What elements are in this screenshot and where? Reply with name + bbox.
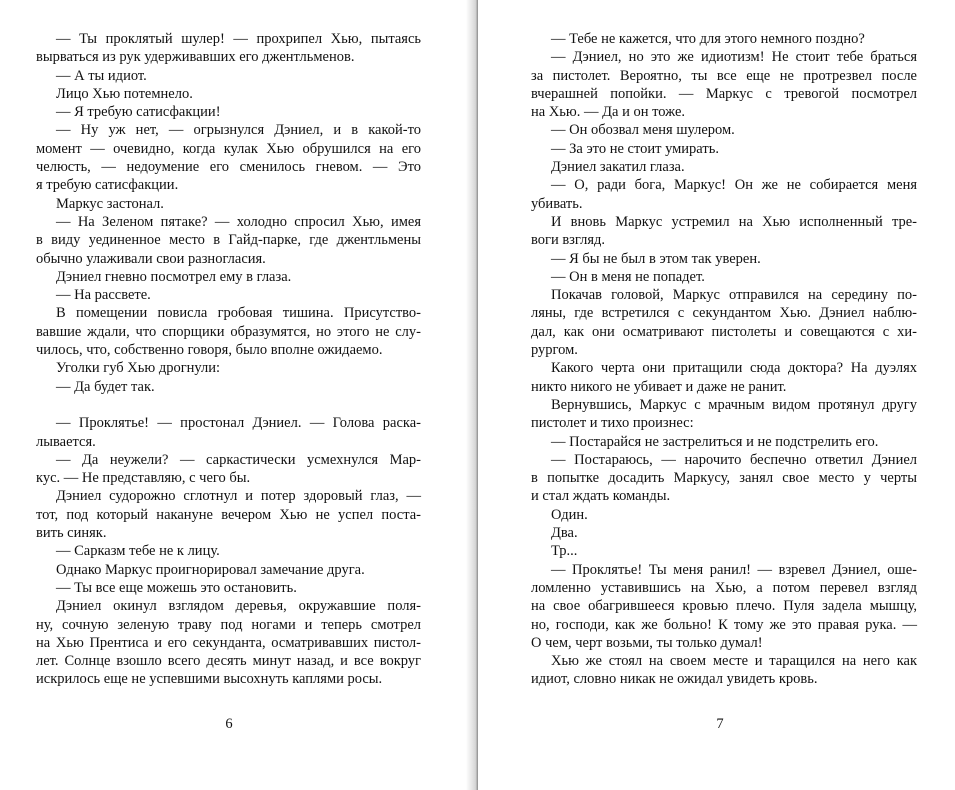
- text-line: — Постараюсь, — нарочито беспечно ответил Дэниел: [551, 451, 917, 468]
- text-line: я требую сатисфакции.: [36, 177, 179, 194]
- text-line: убивать.: [531, 195, 583, 212]
- text-line: искрилось еще не успевшими высохнуть каплями росы.: [36, 671, 383, 688]
- text-line: и стал ждать команды.: [531, 488, 671, 505]
- right-page-number: 7: [716, 716, 724, 732]
- right-page: [478, 0, 955, 790]
- text-line: — Ты проклятый шулер! — прохрипел Хью, пытаясь: [56, 31, 421, 47]
- left-page-text: [36, 30, 421, 689]
- text-line: Покачав головой, Маркус отправился на середину по-: [551, 287, 917, 304]
- text-line: чилось, что, собственно говоря, было вполне ожидаемо.: [36, 342, 383, 359]
- text-line: лывается.: [36, 433, 96, 450]
- text-line: — Да неужели? — саркастически усмехнулся Мар-: [56, 451, 421, 468]
- left-page-number: 6: [225, 716, 233, 732]
- right-page-text: [531, 30, 917, 689]
- text-line: вить синяк.: [36, 525, 107, 542]
- text-line: — Да будет так.: [56, 378, 155, 395]
- text-line: — Ну уж нет, — огрызнулся Дэниел, и в какой-то: [56, 122, 421, 139]
- text-line: — На Зеленом пятаке? — холодно спросил Хью, имея: [56, 213, 421, 230]
- text-line: — Проклятье! — простонал Дэниел. — Голова раска-: [56, 415, 421, 432]
- text-line: ну, сочную зеленую траву под ногами и теперь смотрел: [36, 616, 421, 633]
- text-line: В помещении повисла гробовая тишина. Присутство-: [56, 305, 421, 322]
- text-line: на Хью. — Да и он тоже.: [531, 104, 686, 121]
- text-line: в попытке досадить Маркусу, занял свое место у черты: [531, 470, 917, 487]
- text-line: — Я бы не был в этом так уверен.: [551, 250, 761, 267]
- text-line: — Я требую сатисфакции!: [56, 104, 221, 121]
- text-line: ляны, где встретился с секундантом Хью. Дэниел наблю-: [531, 305, 917, 322]
- text-line: — Дэниел, но это же идиотизм! Не стоит тебе браться: [551, 49, 917, 66]
- text-line: момент — очевидно, когда кулак Хью обрушился на его: [36, 140, 421, 157]
- text-line: Дэниел закатил глаза.: [551, 159, 685, 176]
- text-line: обычно улаживали свои разногласия.: [36, 250, 266, 267]
- text-line: Вернувшись, Маркус с мрачным видом протянул другу: [551, 396, 917, 413]
- text-line: — Ты все еще можешь это остановить.: [56, 579, 297, 596]
- text-line: — Он в меня не попадет.: [551, 268, 705, 285]
- text-line: Дэниел гневно посмотрел ему в глаза.: [56, 268, 292, 285]
- text-line: И вновь Маркус устремил на Хью исполненный тре-: [551, 213, 917, 230]
- text-line: пистолет и тихо произнес:: [531, 415, 694, 432]
- text-line: вырваться из рук удерживавших его джентльменов.: [36, 49, 355, 66]
- text-line: вавшие ждали, что спорщики образумятся, но этого не слу-: [36, 323, 421, 340]
- text-line: Хью же стоял на своем месте и таращился на него как: [551, 653, 917, 670]
- text-line: Дэниел судорожно сглотнул и потер здоровый глаз, —: [56, 488, 421, 505]
- text-line: — Проклятье! Ты меня ранил! — взревел Дэниел, оше-: [551, 561, 917, 578]
- text-line: челюсть, — недоумение его сменилось гневом. — Это: [36, 159, 421, 176]
- text-line: — Сарказм тебе не к лицу.: [56, 543, 220, 560]
- text-line: на Хью Прентиса и его секунданта, осматривавших пистол-: [36, 634, 421, 651]
- text-line: в виду уединенное место в Гайд-парке, где джентльмены: [36, 232, 421, 249]
- text-line: дал, как они осматривают пистолеты и совещаются с хи-: [531, 323, 917, 340]
- text-line: — Постарайся не застрелиться и не подстрелить его.: [551, 433, 879, 450]
- text-line: Уголки губ Хью дрогнули:: [56, 360, 221, 377]
- text-line: рургом.: [531, 342, 578, 359]
- text-line: — А ты идиот.: [56, 67, 147, 84]
- text-line: на свое обагрившееся кровью плечо. Пуля задела мышцу,: [531, 598, 917, 615]
- text-line: Лицо Хью потемнело.: [56, 85, 193, 102]
- left-page: [0, 0, 474, 790]
- text-line: за пистолет. Вероятно, ты все еще не протрезвел после: [531, 67, 917, 84]
- text-line: воги взгляд.: [531, 232, 606, 249]
- text-line: Один.: [551, 506, 588, 523]
- text-line: но, господи, как же больно! К тому же это правая рука. —: [531, 616, 917, 633]
- text-line: Два.: [551, 525, 578, 542]
- text-line: кус. — Не представляю, с чего бы.: [36, 470, 251, 487]
- text-line: лет. Солнце взошло всего десять минут назад, и все вокруг: [36, 653, 421, 670]
- text-line: [36, 396, 421, 414]
- text-line: тот, под который накануне вечером Хью не успел поста-: [36, 506, 421, 523]
- text-line: — Он обозвал меня шулером.: [551, 122, 735, 139]
- text-line: Какого черта они притащили сюда доктора? На дуэлях: [551, 360, 917, 377]
- text-line: вчерашней попойки. — Маркус с тревогой посмотрел: [531, 85, 917, 102]
- text-line: — Тебе не кажется, что для этого немного поздно?: [551, 31, 865, 47]
- text-line: Тр...: [551, 543, 578, 560]
- text-line: никто никого не убивает и даже не ранит.: [531, 378, 787, 395]
- text-line: Маркус застонал.: [56, 195, 164, 212]
- text-line: О чем, черт возьми, ты только думал!: [531, 634, 763, 651]
- text-line: Однако Маркус проигнорировал замечание друга.: [56, 561, 365, 578]
- text-line: идиот, словно никак не ожидал увидеть кровь.: [531, 671, 818, 688]
- text-line: ломленно уставившись на Хью, а потом перевел взгляд: [531, 579, 917, 596]
- text-line: Дэниел окинул взглядом деревья, окружавшие поля-: [56, 598, 421, 615]
- text-line: — За это не стоит умирать.: [551, 140, 719, 157]
- text-line: — На рассвете.: [56, 287, 151, 304]
- text-line: — О, ради бога, Маркус! Он же не собирается меня: [551, 177, 917, 194]
